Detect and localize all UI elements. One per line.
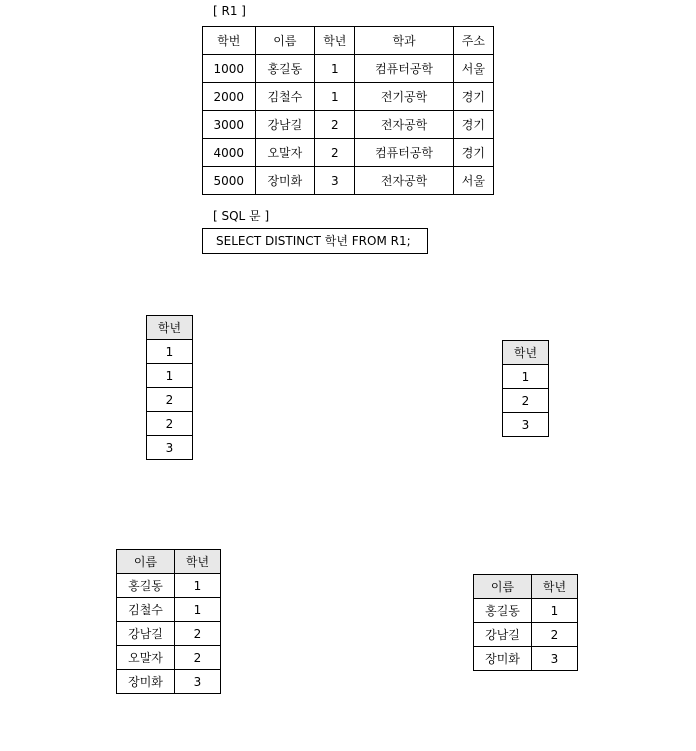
result-table-a [146,315,193,460]
table-row [203,139,494,167]
table-cell: 3 [147,436,193,460]
sql-statement-box: SELECT DISTINCT 학년 FROM R1; [202,228,428,254]
table-row [117,574,221,598]
table-row [147,436,193,460]
table-cell: 3 [315,167,355,195]
r1-label: [ R1 ] [213,4,246,18]
result-table-c [116,549,221,694]
table-cell: 3 [503,413,549,437]
table-cell: 강남길 [474,623,532,647]
table-row [503,365,549,389]
table-row [117,598,221,622]
table-cell: 1 [147,340,193,364]
table-cell: 2 [315,139,355,167]
table-row [474,647,578,671]
table-row [203,167,494,195]
header-cell: 학년 [175,550,221,574]
header-cell: 이름 [474,575,532,599]
table-cell: 오말자 [255,139,315,167]
table-cell: 2 [147,412,193,436]
table-cell: 2 [175,622,221,646]
table-row [503,413,549,437]
table-cell: 1 [315,55,355,83]
header-cell: 이름 [255,27,315,55]
table-row [147,412,193,436]
table-row [203,55,494,83]
table-row [117,622,221,646]
table-cell: 1 [532,599,578,623]
result-table-d [473,574,578,671]
table-cell: 홍길동 [117,574,175,598]
table-cell: 3 [532,647,578,671]
table-cell: 김철수 [255,83,315,111]
table-cell: 2000 [203,83,256,111]
table-cell: 3 [175,670,221,694]
table-cell: 컴퓨터공학 [355,55,453,83]
table-row [203,111,494,139]
table-row [147,388,193,412]
table-cell: 2 [315,111,355,139]
table-cell: 2 [503,389,549,413]
result-table-b [502,340,549,437]
table-cell: 1 [315,83,355,111]
table-cell: 전자공학 [355,111,453,139]
table-row [203,83,494,111]
table-cell: 전자공학 [355,167,453,195]
table-cell: 경기 [453,83,493,111]
table-header-row [503,341,549,365]
table-cell: 1 [147,364,193,388]
table-cell: 장미화 [474,647,532,671]
table-header-row [117,550,221,574]
table-cell: 경기 [453,139,493,167]
table-cell: 홍길동 [474,599,532,623]
table-cell: 4000 [203,139,256,167]
table-row [117,670,221,694]
table-cell: 1 [175,598,221,622]
table-cell: 경기 [453,111,493,139]
table-cell: 김철수 [117,598,175,622]
table-cell: 2 [532,623,578,647]
header-cell: 학년 [503,341,549,365]
header-cell: 학과 [355,27,453,55]
table-header-row [147,316,193,340]
table-cell: 1 [175,574,221,598]
table-cell: 서울 [453,167,493,195]
table-cell: 전기공학 [355,83,453,111]
header-cell: 주소 [453,27,493,55]
r1-table [202,26,494,195]
header-cell: 학년 [315,27,355,55]
table-header-row [474,575,578,599]
table-cell: 강남길 [117,622,175,646]
table-cell: 오말자 [117,646,175,670]
sql-label: [ SQL 문 ] [213,209,270,223]
table-cell: 서울 [453,55,493,83]
table-cell: 3000 [203,111,256,139]
table-row [117,646,221,670]
header-cell: 이름 [117,550,175,574]
table-cell: 홍길동 [255,55,315,83]
table-cell: 장미화 [117,670,175,694]
table-cell: 강남길 [255,111,315,139]
table-row [474,623,578,647]
table-cell: 1000 [203,55,256,83]
table-row [503,389,549,413]
table-header-row [203,27,494,55]
table-row [474,599,578,623]
table-cell: 컴퓨터공학 [355,139,453,167]
header-cell: 학년 [147,316,193,340]
table-cell: 2 [175,646,221,670]
table-cell: 2 [147,388,193,412]
table-cell: 5000 [203,167,256,195]
header-cell: 학년 [532,575,578,599]
table-row [147,340,193,364]
table-cell: 1 [503,365,549,389]
table-row [147,364,193,388]
table-cell: 장미화 [255,167,315,195]
header-cell: 학번 [203,27,256,55]
